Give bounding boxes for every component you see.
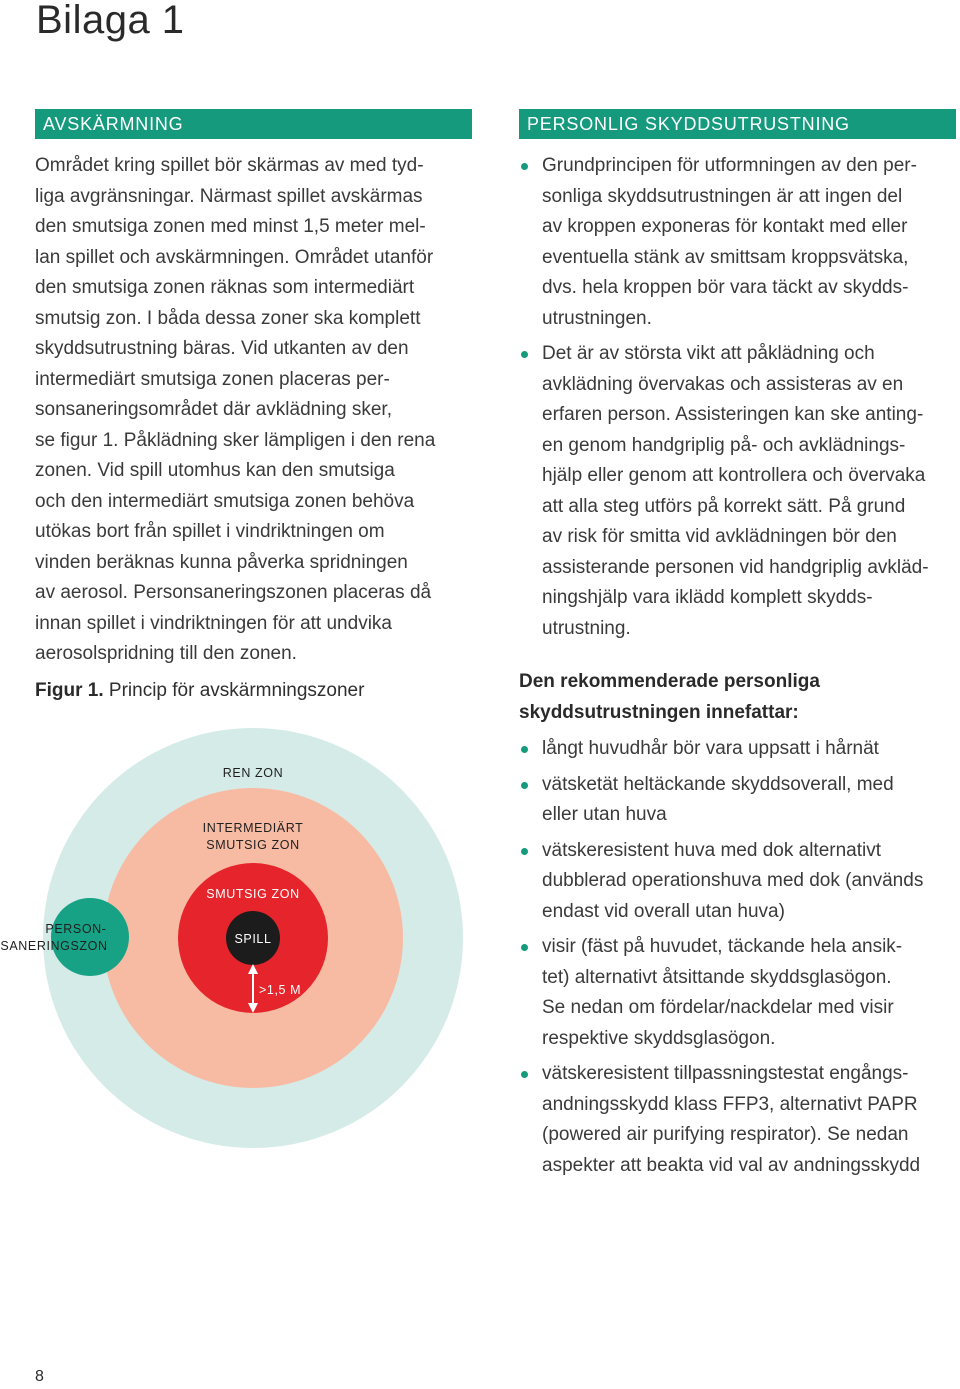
paragraph-line: smutsig zon. I båda dessa zoner ska komplett bbox=[35, 307, 421, 329]
paragraph-line: sonsaneringsområdet där avklädning sker, bbox=[35, 399, 392, 420]
bullet-line: en genom handgriplig på- och avklädnings- bbox=[542, 434, 906, 456]
bullet-line: Se nedan om fördelar/nackdelar med visir bbox=[542, 997, 894, 1018]
bullet-line: erfaren person. Assisteringen kan ske anting- bbox=[542, 404, 924, 425]
list-item bbox=[519, 770, 959, 831]
list-item bbox=[519, 1059, 959, 1181]
bullet-line: eventuella stänk av smittsam kroppsvätska, bbox=[542, 246, 909, 268]
bullet-line: Det är av största vikt att påklädning och bbox=[542, 343, 875, 364]
paragraph-line: intermediärt smutsiga zonen placeras per- bbox=[35, 368, 390, 390]
page-title: Bilaga 1 bbox=[36, 0, 185, 42]
bullet-line: av kroppen exponeras för kontakt med eller bbox=[542, 216, 908, 237]
bullet-dot-icon bbox=[521, 782, 528, 789]
bullet-line: eller utan huva bbox=[542, 804, 667, 825]
list-item bbox=[519, 932, 959, 1054]
recommended-ppe-heading bbox=[519, 667, 959, 728]
list-item bbox=[519, 339, 959, 644]
bullet-line: sonliga skyddsutrustningen är att ingen del bbox=[542, 185, 903, 207]
paragraph-line: och den intermediärt smutsiga zonen behöva bbox=[35, 490, 415, 512]
decontamination-zone-label-line1: PERSON- bbox=[45, 922, 107, 936]
paragraph-line: skyddsutrustning bäras. Vid utkanten av den bbox=[35, 338, 409, 359]
bullet-dot-icon bbox=[521, 848, 528, 855]
bullet-line: visir (fäst på huvudet, täckande hela ansik- bbox=[542, 936, 903, 957]
paragraph-line: vinden beräknas kunna påverka spridningen bbox=[35, 551, 408, 573]
intermediate-zone-label-line2: SMUTSIG ZON bbox=[206, 838, 300, 852]
bullet-dot-icon bbox=[521, 351, 528, 358]
distance-label: >1,5 M bbox=[259, 983, 302, 997]
bullet-line: vätskeresistent tillpassningstestat engångs- bbox=[542, 1063, 909, 1084]
paragraph-line: av aerosol. Personsaneringszonen placeras då bbox=[35, 582, 432, 603]
bullet-line: långt huvudhår bör vara uppsatt i hårnät bbox=[542, 738, 879, 759]
paragraph-line: Området kring spillet bör skärmas av med tyd- bbox=[35, 155, 424, 176]
bullet-line: utrustning. bbox=[542, 617, 631, 639]
list-item bbox=[519, 151, 959, 334]
paragraph-line: utökas bort från spillet i vindriktningen om bbox=[35, 521, 385, 542]
shielding-paragraph bbox=[35, 151, 475, 670]
decontamination-zone-label-line2: SANERINGSZON bbox=[0, 939, 108, 953]
bullet-line: respektive skyddsglasögon. bbox=[542, 1027, 776, 1049]
bullet-dot-icon bbox=[521, 1071, 528, 1078]
paragraph-line: liga avgränsningar. Närmast spillet avskärmas bbox=[35, 185, 423, 207]
bullet-dot-icon bbox=[521, 163, 528, 170]
ppe-bullet-list bbox=[519, 151, 959, 649]
bullet-line: att alla steg utförs på korrekt sätt. På grund bbox=[542, 495, 906, 517]
bullet-line: avklädning övervakas och assisteras av en bbox=[542, 373, 904, 395]
bullet-line: av risk för smitta vid avklädningen bör den bbox=[542, 526, 897, 547]
bullet-line: hjälp eller genom att kontrollera och övervaka bbox=[542, 465, 926, 486]
bullet-line: endast vid overall utan huva) bbox=[542, 900, 785, 922]
paragraph-line: innan spillet i vindriktningen för att undvika bbox=[35, 612, 392, 634]
paragraph-line: den smutsiga zonen med minst 1,5 meter mel- bbox=[35, 216, 426, 237]
page-number: 8 bbox=[35, 1368, 44, 1385]
section-heading-shielding: AVSKÄRMNING bbox=[35, 109, 472, 139]
decontamination-zone-circle bbox=[51, 898, 129, 976]
bullet-line: ningshjälp vara iklädd komplett skydds- bbox=[542, 587, 873, 608]
dirty-zone-label: SMUTSIG ZON bbox=[206, 887, 300, 901]
clean-zone-label: REN ZON bbox=[222, 766, 284, 780]
paragraph-line: lan spillet och avskärmningen. Området utanför bbox=[35, 246, 434, 268]
spill-label: SPILL bbox=[234, 932, 272, 946]
heading-line: Den rekommenderade personliga bbox=[519, 671, 820, 692]
section-heading-ppe: PERSONLIG SKYDDSUTRUSTNING bbox=[519, 109, 956, 139]
bullet-line: aspekter att beakta vid val av andningsskydd bbox=[542, 1154, 921, 1176]
bullet-line: dubblerad operationshuva med dok (används bbox=[542, 870, 924, 891]
bullet-line: vätsketät heltäckande skyddsoverall, med bbox=[542, 773, 894, 795]
zone-diagram bbox=[0, 700, 480, 1389]
bullet-line: tet) alternativt åtsittande skyddsglasögon. bbox=[542, 966, 892, 988]
bullet-line: vätskeresistent huva med dok alternativt bbox=[542, 839, 882, 861]
recommended-ppe-list bbox=[519, 734, 959, 1186]
list-item bbox=[519, 734, 959, 765]
intermediate-zone-label-line1: INTERMEDIÄRT bbox=[202, 821, 304, 835]
paragraph-line: se figur 1. Påklädning sker lämpligen i den rena bbox=[35, 429, 436, 451]
paragraph-line: aerosolspridning till den zonen. bbox=[35, 643, 297, 664]
heading-line: skyddsutrustningen innefattar: bbox=[519, 701, 799, 723]
paragraph-line: zonen. Vid spill utomhus kan den smutsiga bbox=[35, 460, 395, 481]
bullet-dot-icon bbox=[521, 746, 528, 753]
bullet-line: utrustningen. bbox=[542, 307, 652, 329]
figure-caption-text: Princip för avskärmningszoner bbox=[103, 680, 365, 701]
bullet-line: andningsskydd klass FFP3, alternativt PAPR bbox=[542, 1093, 918, 1115]
bullet-line: assisterande personen vid handgriplig avkläd- bbox=[542, 556, 929, 578]
paragraph-line: den smutsiga zonen räknas som intermediärt bbox=[35, 277, 415, 298]
bullet-line: Grundprincipen för utformningen av den per- bbox=[542, 155, 917, 176]
bullet-line: (powered air purifying respirator). Se nedan bbox=[542, 1124, 909, 1145]
bullet-line: dvs. hela kroppen bör vara täckt av skydds- bbox=[542, 277, 909, 298]
figure-caption-number: Figur 1. bbox=[35, 680, 104, 701]
list-item bbox=[519, 836, 959, 928]
bullet-dot-icon bbox=[521, 944, 528, 951]
